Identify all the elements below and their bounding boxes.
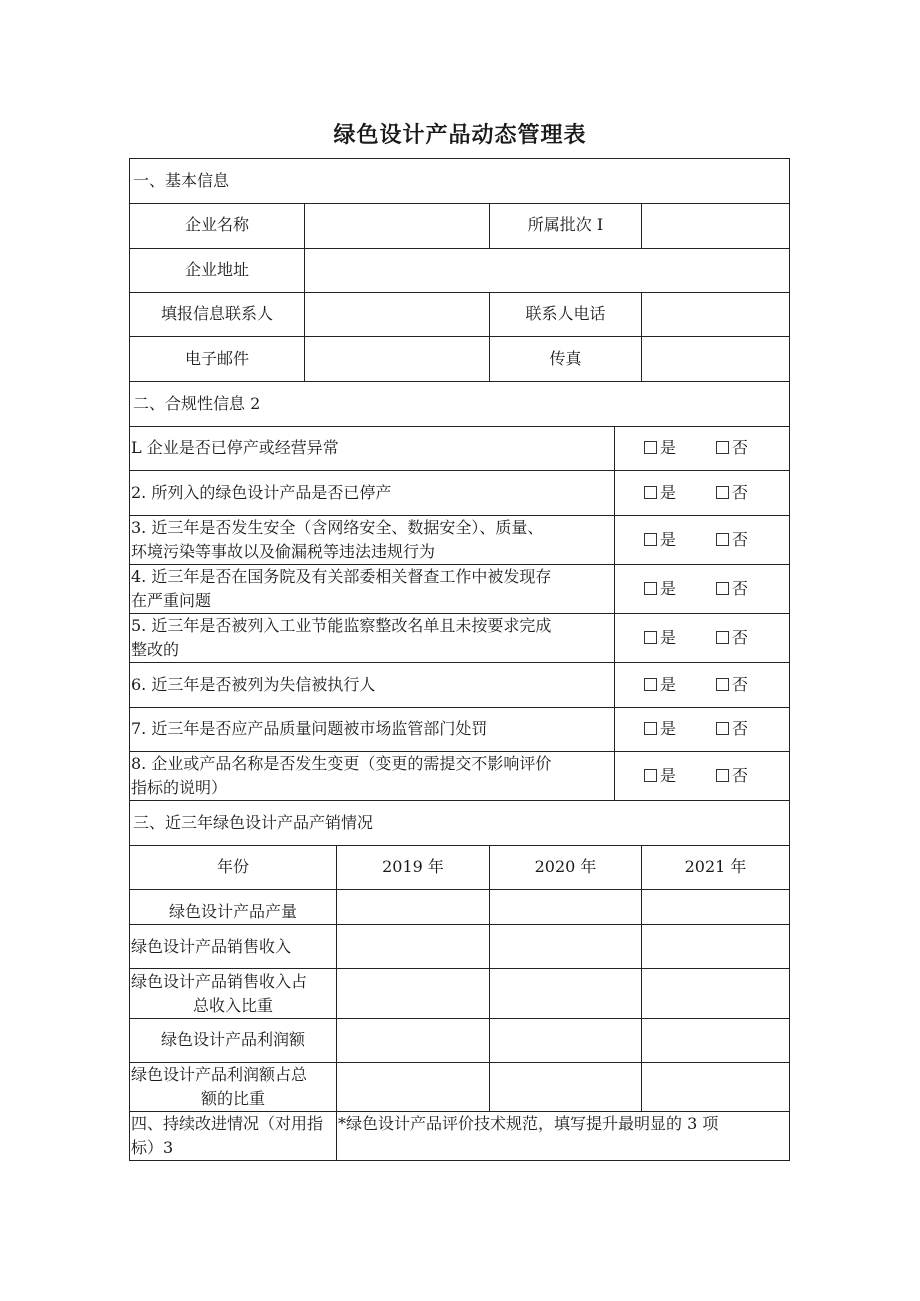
contact-field[interactable] [306, 293, 488, 335]
email-label: 电子邮件 [184, 349, 249, 368]
q8-yes-checkbox[interactable]: 是 [644, 765, 676, 787]
row-profit-share-label-line2: 额的比重 [200, 1089, 265, 1108]
cell-sales-share-2019[interactable] [338, 969, 488, 1017]
checkbox-square-icon [644, 769, 657, 782]
address-label: 企业地址 [184, 260, 249, 279]
checkbox-square-icon [716, 533, 729, 546]
fax-label: 传真 [549, 349, 582, 368]
checkbox-square-icon [716, 582, 729, 595]
cell-profit-2021[interactable] [643, 1019, 789, 1062]
question-3-line1: 3. 近三年是否发生安全（含网络安全、数据安全）、质量、 [131, 518, 544, 537]
contact-label: 填报信息联系人 [160, 304, 273, 323]
q7-yes-checkbox[interactable]: 是 [644, 718, 676, 740]
section-compliance-heading: 二、合规性信息 2 [133, 394, 261, 413]
question-8-line2: 指标的说明） [131, 778, 228, 797]
checkbox-square-icon [716, 486, 729, 499]
question-7: 7. 近三年是否应产品质量问题被市场监管部门处罚 [131, 719, 488, 738]
batch-field[interactable] [643, 204, 789, 247]
cell-profit-share-2019[interactable] [338, 1063, 488, 1111]
checkbox-square-icon [644, 582, 657, 595]
section-improvement-label-line2: 标）3 [131, 1138, 174, 1157]
q2-yes-checkbox[interactable]: 是 [644, 482, 676, 504]
question-8-line1: 8. 企业或产品名称是否发生变更（变更的需提交不影响评价 [131, 754, 552, 773]
checkbox-square-icon [716, 769, 729, 782]
section-improvement-label-line1: 四、持续改进情况（对用指 [131, 1114, 324, 1133]
checkbox-square-icon [716, 722, 729, 735]
company-name-label: 企业名称 [184, 215, 249, 234]
checkbox-square-icon [644, 486, 657, 499]
q3-no-checkbox[interactable]: 否 [716, 529, 748, 551]
row-sales-share-label-line2: 总收入比重 [192, 996, 273, 1015]
q7-no-checkbox[interactable]: 否 [716, 718, 748, 740]
question-5-line1: 5. 近三年是否被列入工业节能监察整改名单且未按要求完成 [131, 616, 552, 635]
question-2: 2. 所列入的绿色设计产品是否已停产 [131, 483, 392, 502]
q4-yes-checkbox[interactable]: 是 [644, 578, 676, 600]
row-profit-label: 绿色设计产品利润额 [160, 1030, 305, 1049]
page-title: 绿色设计产品动态管理表 [333, 123, 587, 148]
question-4-line1: 4. 近三年是否在国务院及有关部委相关督查工作中被发现存 [131, 567, 552, 586]
q4-no-checkbox[interactable]: 否 [716, 578, 748, 600]
row-sales-share-label-line1: 绿色设计产品销售收入占 [131, 972, 308, 991]
section-sales-heading: 三、近三年绿色设计产品产销情况 [133, 813, 374, 832]
question-6: 6. 近三年是否被列为失信被执行人 [131, 675, 376, 694]
cell-sales-2020[interactable] [491, 925, 640, 968]
checkbox-square-icon [644, 441, 657, 454]
q5-yes-checkbox[interactable]: 是 [644, 627, 676, 649]
company-name-field[interactable] [306, 204, 488, 247]
year-2019-header: 2019 年 [382, 857, 444, 876]
q3-yes-checkbox[interactable]: 是 [644, 529, 676, 551]
cell-profit-share-2020[interactable] [491, 1063, 640, 1111]
year-2021-header: 2021 年 [684, 857, 747, 876]
batch-label: 所属批次 I [527, 215, 604, 234]
year-2020-header: 2020 年 [534, 857, 597, 876]
cell-sales-share-2020[interactable] [491, 969, 640, 1017]
question-4-line2: 在严重问题 [131, 591, 212, 610]
cell-profit-2019[interactable] [338, 1019, 488, 1062]
question-3-line2: 环境污染等事故以及偷漏税等违法违规行为 [131, 542, 436, 561]
phone-field[interactable] [643, 293, 789, 335]
checkbox-square-icon [716, 441, 729, 454]
address-field[interactable] [306, 249, 789, 291]
fax-field[interactable] [643, 337, 789, 380]
q6-yes-checkbox[interactable]: 是 [644, 674, 676, 696]
email-field[interactable] [306, 337, 488, 380]
cell-sales-share-2021[interactable] [643, 969, 789, 1017]
cell-sales-2021[interactable] [643, 925, 789, 968]
row-sales-revenue-label: 绿色设计产品销售收入 [131, 937, 292, 956]
question-5-line2: 整改的 [131, 640, 180, 659]
q1-yes-checkbox[interactable]: 是 [644, 437, 676, 459]
section-basic-info-heading: 一、基本信息 [133, 171, 230, 190]
year-column-header: 年份 [216, 857, 249, 876]
row-production-label: 绿色设计产品产量 [168, 902, 297, 921]
checkbox-square-icon [644, 533, 657, 546]
q1-no-checkbox[interactable]: 否 [716, 437, 748, 459]
q6-no-checkbox[interactable]: 否 [716, 674, 748, 696]
cell-production-2021[interactable] [643, 890, 789, 923]
row-profit-share-label-line1: 绿色设计产品利润额占总 [131, 1065, 308, 1084]
checkbox-square-icon [644, 678, 657, 691]
cell-profit-2020[interactable] [491, 1019, 640, 1062]
checkbox-square-icon [716, 678, 729, 691]
checkbox-square-icon [644, 631, 657, 644]
phone-label: 联系人电话 [525, 304, 606, 323]
q2-no-checkbox[interactable]: 否 [716, 482, 748, 504]
q8-no-checkbox[interactable]: 否 [716, 765, 748, 787]
question-1: L 企业是否已停产或经营异常 [131, 438, 339, 457]
checkbox-square-icon [644, 722, 657, 735]
cell-profit-share-2021[interactable] [643, 1063, 789, 1111]
q5-no-checkbox[interactable]: 否 [716, 627, 748, 649]
checkbox-square-icon [716, 631, 729, 644]
cell-production-2019[interactable] [338, 890, 488, 923]
section-improvement-note[interactable]: *绿色设计产品评价技术规范，填写提升最明显的 3 项 [338, 1114, 719, 1133]
cell-sales-2019[interactable] [338, 925, 488, 968]
cell-production-2020[interactable] [491, 890, 640, 923]
